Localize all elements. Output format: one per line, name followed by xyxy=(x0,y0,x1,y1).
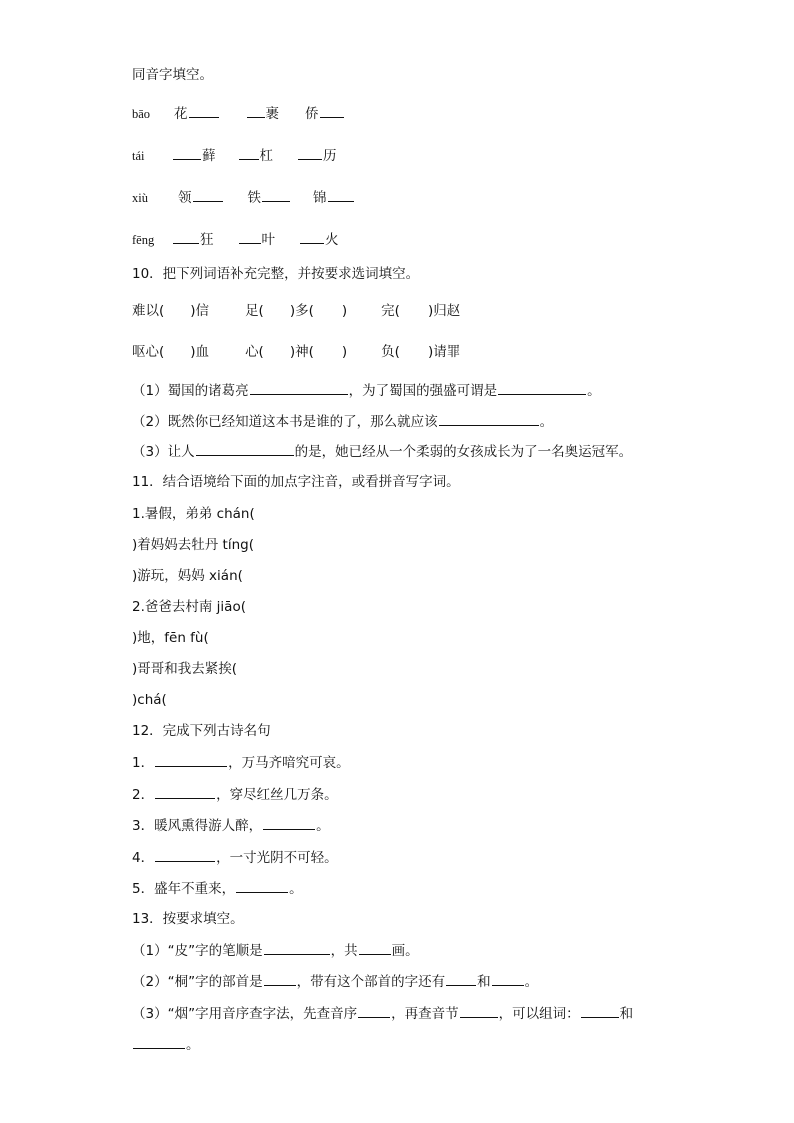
pinyin: bāo xyxy=(132,107,151,121)
q10-sentence-1: （1）蜀国的诸葛亮 ，为了蜀国的强盛可谓是 。 xyxy=(132,380,601,401)
fill-blank[interactable] xyxy=(358,1003,390,1018)
q11-p2-line-2: )地，fēn fù( xyxy=(132,630,209,646)
pinyin: fēng xyxy=(132,233,155,247)
fill-blank[interactable] xyxy=(359,940,391,955)
fill-blank[interactable] xyxy=(133,1034,185,1049)
poem-line-2: 2． ，穿尽红丝几万条。 xyxy=(132,784,338,805)
fill-blank[interactable] xyxy=(320,103,344,118)
poem-line-4: 4． ，一寸光阴不可轻。 xyxy=(132,847,338,868)
q11-p2-line-1: 2.爸爸去村南 jiāo( xyxy=(132,599,246,615)
pinyin: tái xyxy=(132,149,145,163)
question-10-title: 10．把下列词语补充完整，并按要求选词填空。 xyxy=(132,266,420,282)
q13-item-2: （2）“桐”字的部首是 ，带有这个部首的字还有 和 。 xyxy=(132,971,538,992)
q11-p1-line-2: )着妈妈去牡丹 tíng( xyxy=(132,537,254,553)
question-9-title: 同音字填空。 xyxy=(132,67,213,83)
fill-blank[interactable] xyxy=(446,971,476,986)
fill-blank[interactable] xyxy=(173,145,201,160)
fill-blank[interactable] xyxy=(173,229,199,244)
fill-blank[interactable] xyxy=(264,971,296,986)
q13-item-1: （1）“皮”字的笔顺是 ，共 画。 xyxy=(132,940,419,961)
fill-blank[interactable] xyxy=(264,940,330,955)
poem-line-5: 5．盛年不重来， 。 xyxy=(132,878,303,899)
poem-line-3: 3．暖风熏得游人醉， 。 xyxy=(132,815,330,836)
fill-blank[interactable] xyxy=(328,187,354,202)
fill-blank[interactable] xyxy=(155,752,227,767)
homophone-row-xiu: xiù 领 铁 锦 xyxy=(132,187,355,208)
fill-blank[interactable] xyxy=(236,878,288,893)
fill-blank[interactable] xyxy=(498,380,586,395)
q11-p2-line-3: )哥哥和我去紧挨( xyxy=(132,661,238,677)
fill-blank[interactable] xyxy=(247,103,265,118)
fill-blank[interactable] xyxy=(155,784,215,799)
homophone-row-tai: tái 藓 杠 历 xyxy=(132,145,337,166)
poem-line-1: 1． ，万马齐喑究可哀。 xyxy=(132,752,350,773)
fill-blank[interactable] xyxy=(193,187,223,202)
fill-blank[interactable] xyxy=(155,847,215,862)
question-11-title: 11．结合语境给下面的加点字注音，或看拼音写字词。 xyxy=(132,474,460,490)
fill-blank[interactable] xyxy=(460,1003,498,1018)
question-13-title: 13．按要求填空。 xyxy=(132,911,244,927)
q13-item-3-cont: 。 xyxy=(132,1034,200,1055)
question-12-title: 12．完成下列古诗名句 xyxy=(132,723,271,739)
fill-blank[interactable] xyxy=(300,229,324,244)
q11-p2-line-4: )chá( xyxy=(132,692,167,708)
fill-blank[interactable] xyxy=(239,229,261,244)
homophone-row-bao: bāo 花 裹 侨 xyxy=(132,103,345,124)
idiom-row-1: 难以( )信 足( )多( ) 完( )归赵 xyxy=(132,303,461,319)
q10-sentence-2: （2）既然你已经知道这本书是谁的了，那么就应该 。 xyxy=(132,411,553,432)
q11-p1-line-1: 1.暑假，弟弟 chán( xyxy=(132,506,255,522)
pinyin: xiù xyxy=(132,191,148,205)
fill-blank[interactable] xyxy=(581,1003,619,1018)
fill-blank[interactable] xyxy=(492,971,524,986)
fill-blank[interactable] xyxy=(262,187,290,202)
q10-sentence-3: （3）让人 的是，她已经从一个柔弱的女孩成长为了一名奥运冠军。 xyxy=(132,441,632,462)
fill-blank[interactable] xyxy=(298,145,322,160)
q13-item-3: （3）“烟”字用音序查字法，先查音序 ，再查音节 ，可以组词： 和 xyxy=(132,1003,633,1024)
fill-blank[interactable] xyxy=(196,441,294,456)
idiom-row-2: 呕心( )血 心( )神( ) 负( )请罪 xyxy=(132,344,461,360)
fill-blank[interactable] xyxy=(263,815,315,830)
fill-blank[interactable] xyxy=(439,411,539,426)
fill-blank[interactable] xyxy=(189,103,219,118)
fill-blank[interactable] xyxy=(239,145,259,160)
homophone-row-feng: fēng 狂 叶 火 xyxy=(132,229,339,250)
fill-blank[interactable] xyxy=(250,380,348,395)
q11-p1-line-3: )游玩，妈妈 xián( xyxy=(132,568,243,584)
